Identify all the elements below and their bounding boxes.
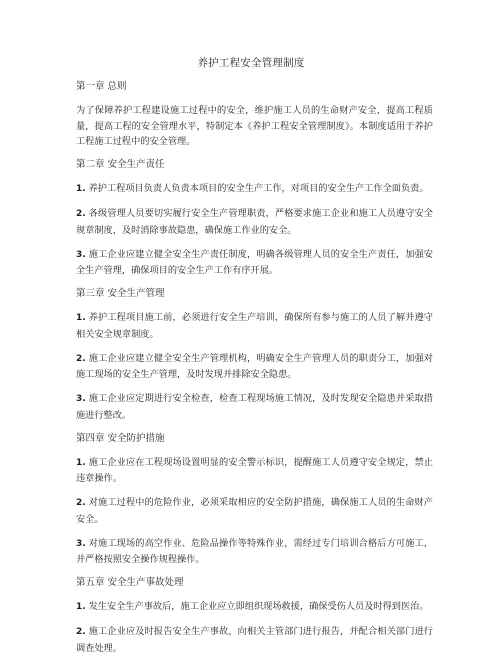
document-title: 养护工程安全管理制度: [197, 57, 305, 69]
item-number: 3.: [76, 538, 86, 549]
item-text: 养护工程项目施工前，必须进行安全生产培训，确保所有参与施工的人员了解并遵守相关安全规章制度。: [76, 312, 433, 340]
item-number: 1.: [76, 184, 86, 194]
item-number: 1.: [76, 457, 86, 468]
item-number: 3.: [76, 249, 86, 260]
list-item: [76, 351, 433, 383]
chapter-heading: 第三章 安全生产管理: [76, 288, 165, 299]
chapter-heading: 第四章 安全防护措施: [76, 432, 165, 444]
list-item: [76, 310, 433, 342]
chapter-heading: 第一章 总则: [76, 81, 127, 92]
item-text: 养护工程项目负责人负责本项目的安全生产工作，对项目的安全生产工作全面负责。: [85, 183, 429, 194]
item-number: 2.: [76, 353, 86, 364]
item-text: 对施工现场的高空作业、危险品操作等特殊作业，需经过专门培训合格后方可施工，并严格按照安全操作规程操作。: [76, 537, 433, 565]
paragraph: [76, 103, 433, 150]
list-item: [76, 391, 433, 423]
item-text: 施工企业应在工程现场设置明显的安全警示标识，提醒施工人员遵守安全规定，禁止违章操作。: [76, 456, 433, 484]
chapter-heading: 第五章 安全生产事故处理: [76, 577, 184, 588]
chapter-heading: 第二章 安全生产责任: [76, 159, 165, 170]
item-text: 施工企业应建立健全安全生产管理机构，明确安全生产管理人员的职责分工，加强对施工现场的安全生产管理，及时发现并排除安全隐患。: [76, 352, 433, 380]
item-number: 2.: [76, 209, 86, 219]
item-number: 1.: [76, 602, 86, 612]
document-body: [76, 80, 433, 665]
item-text: 各级管理人员要切实履行安全生产管理职责，严格要求施工企业和施工人员遵守安全规章制度，及时消除事故隐患，确保施工作业的安全。: [76, 208, 433, 236]
list-item: [76, 455, 433, 487]
item-text: 对施工过程中的危险作业，必须采取相应的安全防护措施，确保施工人员的生命财产安全。: [76, 497, 433, 525]
item-text: 施工企业应定期进行安全检查，检查工程现场施工情况，及时发现安全隐患并采取措施进行整改。: [76, 393, 433, 421]
item-number: 2.: [76, 498, 86, 508]
item-number: 2.: [76, 627, 86, 637]
item-number: 1.: [76, 313, 86, 323]
list-item: [76, 536, 433, 568]
list-item: [76, 599, 433, 616]
list-item: [76, 206, 433, 238]
list-item: [76, 495, 433, 527]
item-text: 施工企业应建立健全安全生产责任制度，明确各级管理人员的安全生产责任，加强安全生产管理，确保项目的安全生产工作有序开展。: [76, 248, 433, 276]
paragraph-text: 为了保障养护工程建设施工过程中的安全，维护施工人员的生命财产安全，提高工程质量，提高工程的安全管理水平，特制定本《养护工程安全管理制度》。本制度适用于养护工程施工过程中的安全管理。: [76, 105, 433, 147]
list-item: [76, 181, 433, 198]
item-text: 发生安全生产事故后，施工企业应立即组织现场救援，确保受伤人员及时得到医治。: [85, 601, 429, 612]
list-item: [76, 247, 433, 279]
item-text: 施工企业应及时报告安全生产事故，向相关主管部门进行报告，并配合相关部门进行调查处理。: [76, 626, 433, 654]
item-number: 3.: [76, 394, 86, 404]
list-item: [76, 624, 433, 656]
